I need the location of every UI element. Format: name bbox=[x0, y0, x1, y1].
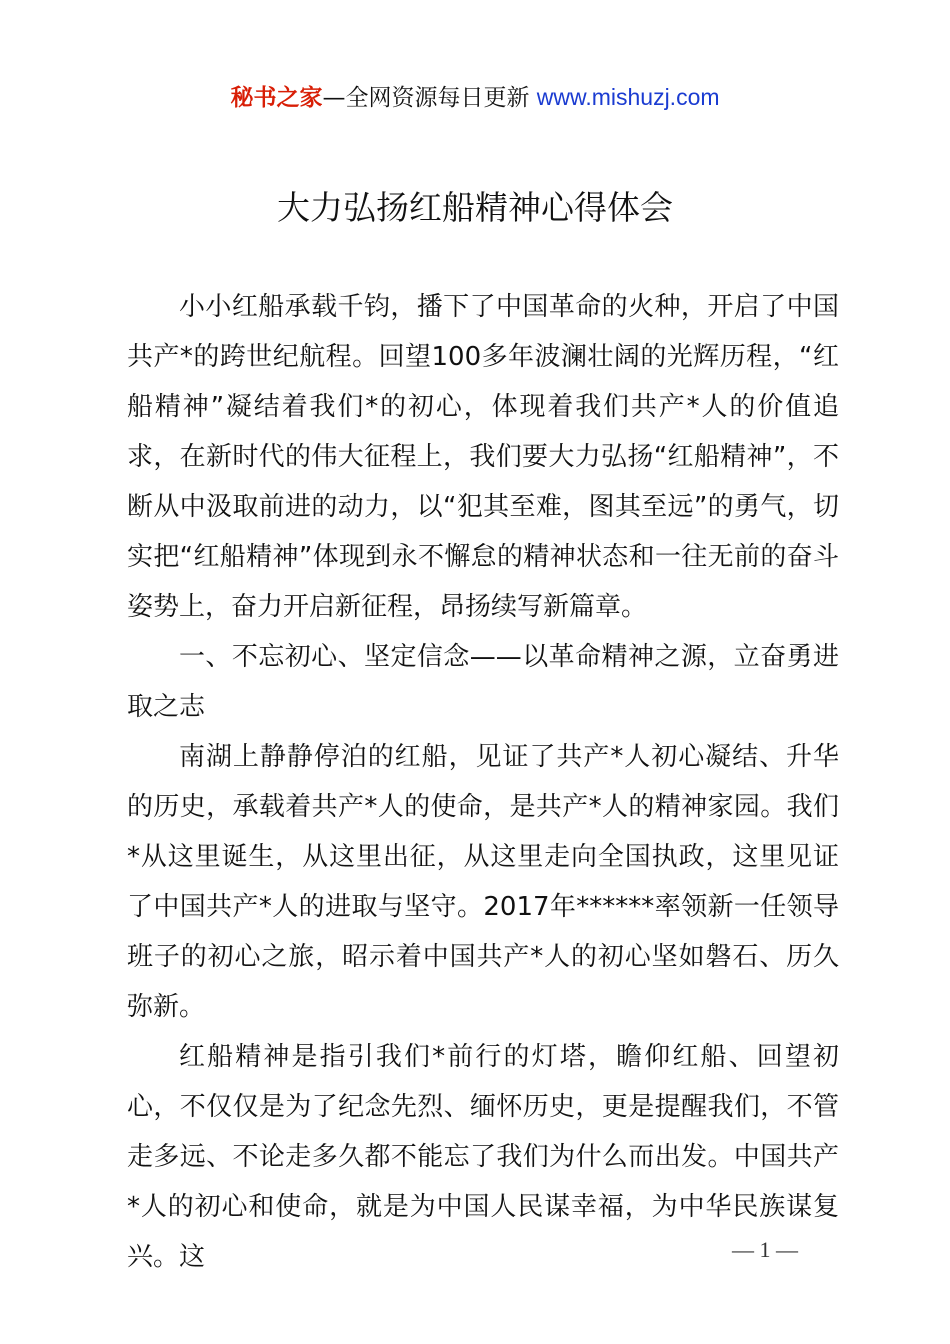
paragraph-red-boat-lighthouse: 红船精神是指引我们*前行的灯塔，瞻仰红船、回望初心，不仅仅是为了纪念先烈、缅怀历史，更是提醒我们，不管走多远、不论走多久都不能忘了我们为什么而出发。中国共产*人的初心和使命，就是为中国人民谋幸福，为中华民族谋复兴。这 bbox=[127, 1042, 839, 1272]
paragraph-intro: 小小红船承载千钧，播下了中国革命的火种，开启了中国共产*的跨世纪航程。回望100多年波澜壮阔的光辉历程，“红船精神”凝结着我们*的初心，体现着我们共产*人的价值追求，在新时代的伟大征程上，我们要大力弘扬“红船精神”，不断从中汲取前进的动力，以“犯其至难，图其至远”的勇气，切实把“红船精神”体现到永不懈怠的精神状态和一往无前的奋斗姿势上，奋力开启新征程，昂扬续写新篇章。 bbox=[127, 292, 839, 622]
paragraph-red-boat-history: 南湖上静静停泊的红船，见证了共产*人初心凝结、升华的历史，承载着共产*人的使命，是共产*人的精神家园。我们*从这里诞生，从这里出征，从这里走向全国执政，这里见证了中国共产*人的进取与坚守。2017年******率领新一任领导班子的初心之旅，昭示着中国共产*人的初心坚如磐石、历久弥新。 bbox=[127, 742, 839, 1022]
site-header bbox=[0, 82, 950, 113]
page-number: — 1 — bbox=[732, 1237, 798, 1262]
section-heading-1: 一、不忘初心、坚定信念——以革命精神之源，立奋勇进取之志 bbox=[127, 642, 839, 722]
site-url-link[interactable]: www.mishuzj.com bbox=[536, 84, 720, 110]
document-title: 大力弘扬红船精神心得体会 bbox=[277, 188, 673, 227]
header-tagline: —全网资源每日更新 bbox=[322, 85, 530, 111]
document-body bbox=[127, 282, 839, 1282]
brand-name: 秘书之家 bbox=[230, 85, 323, 111]
